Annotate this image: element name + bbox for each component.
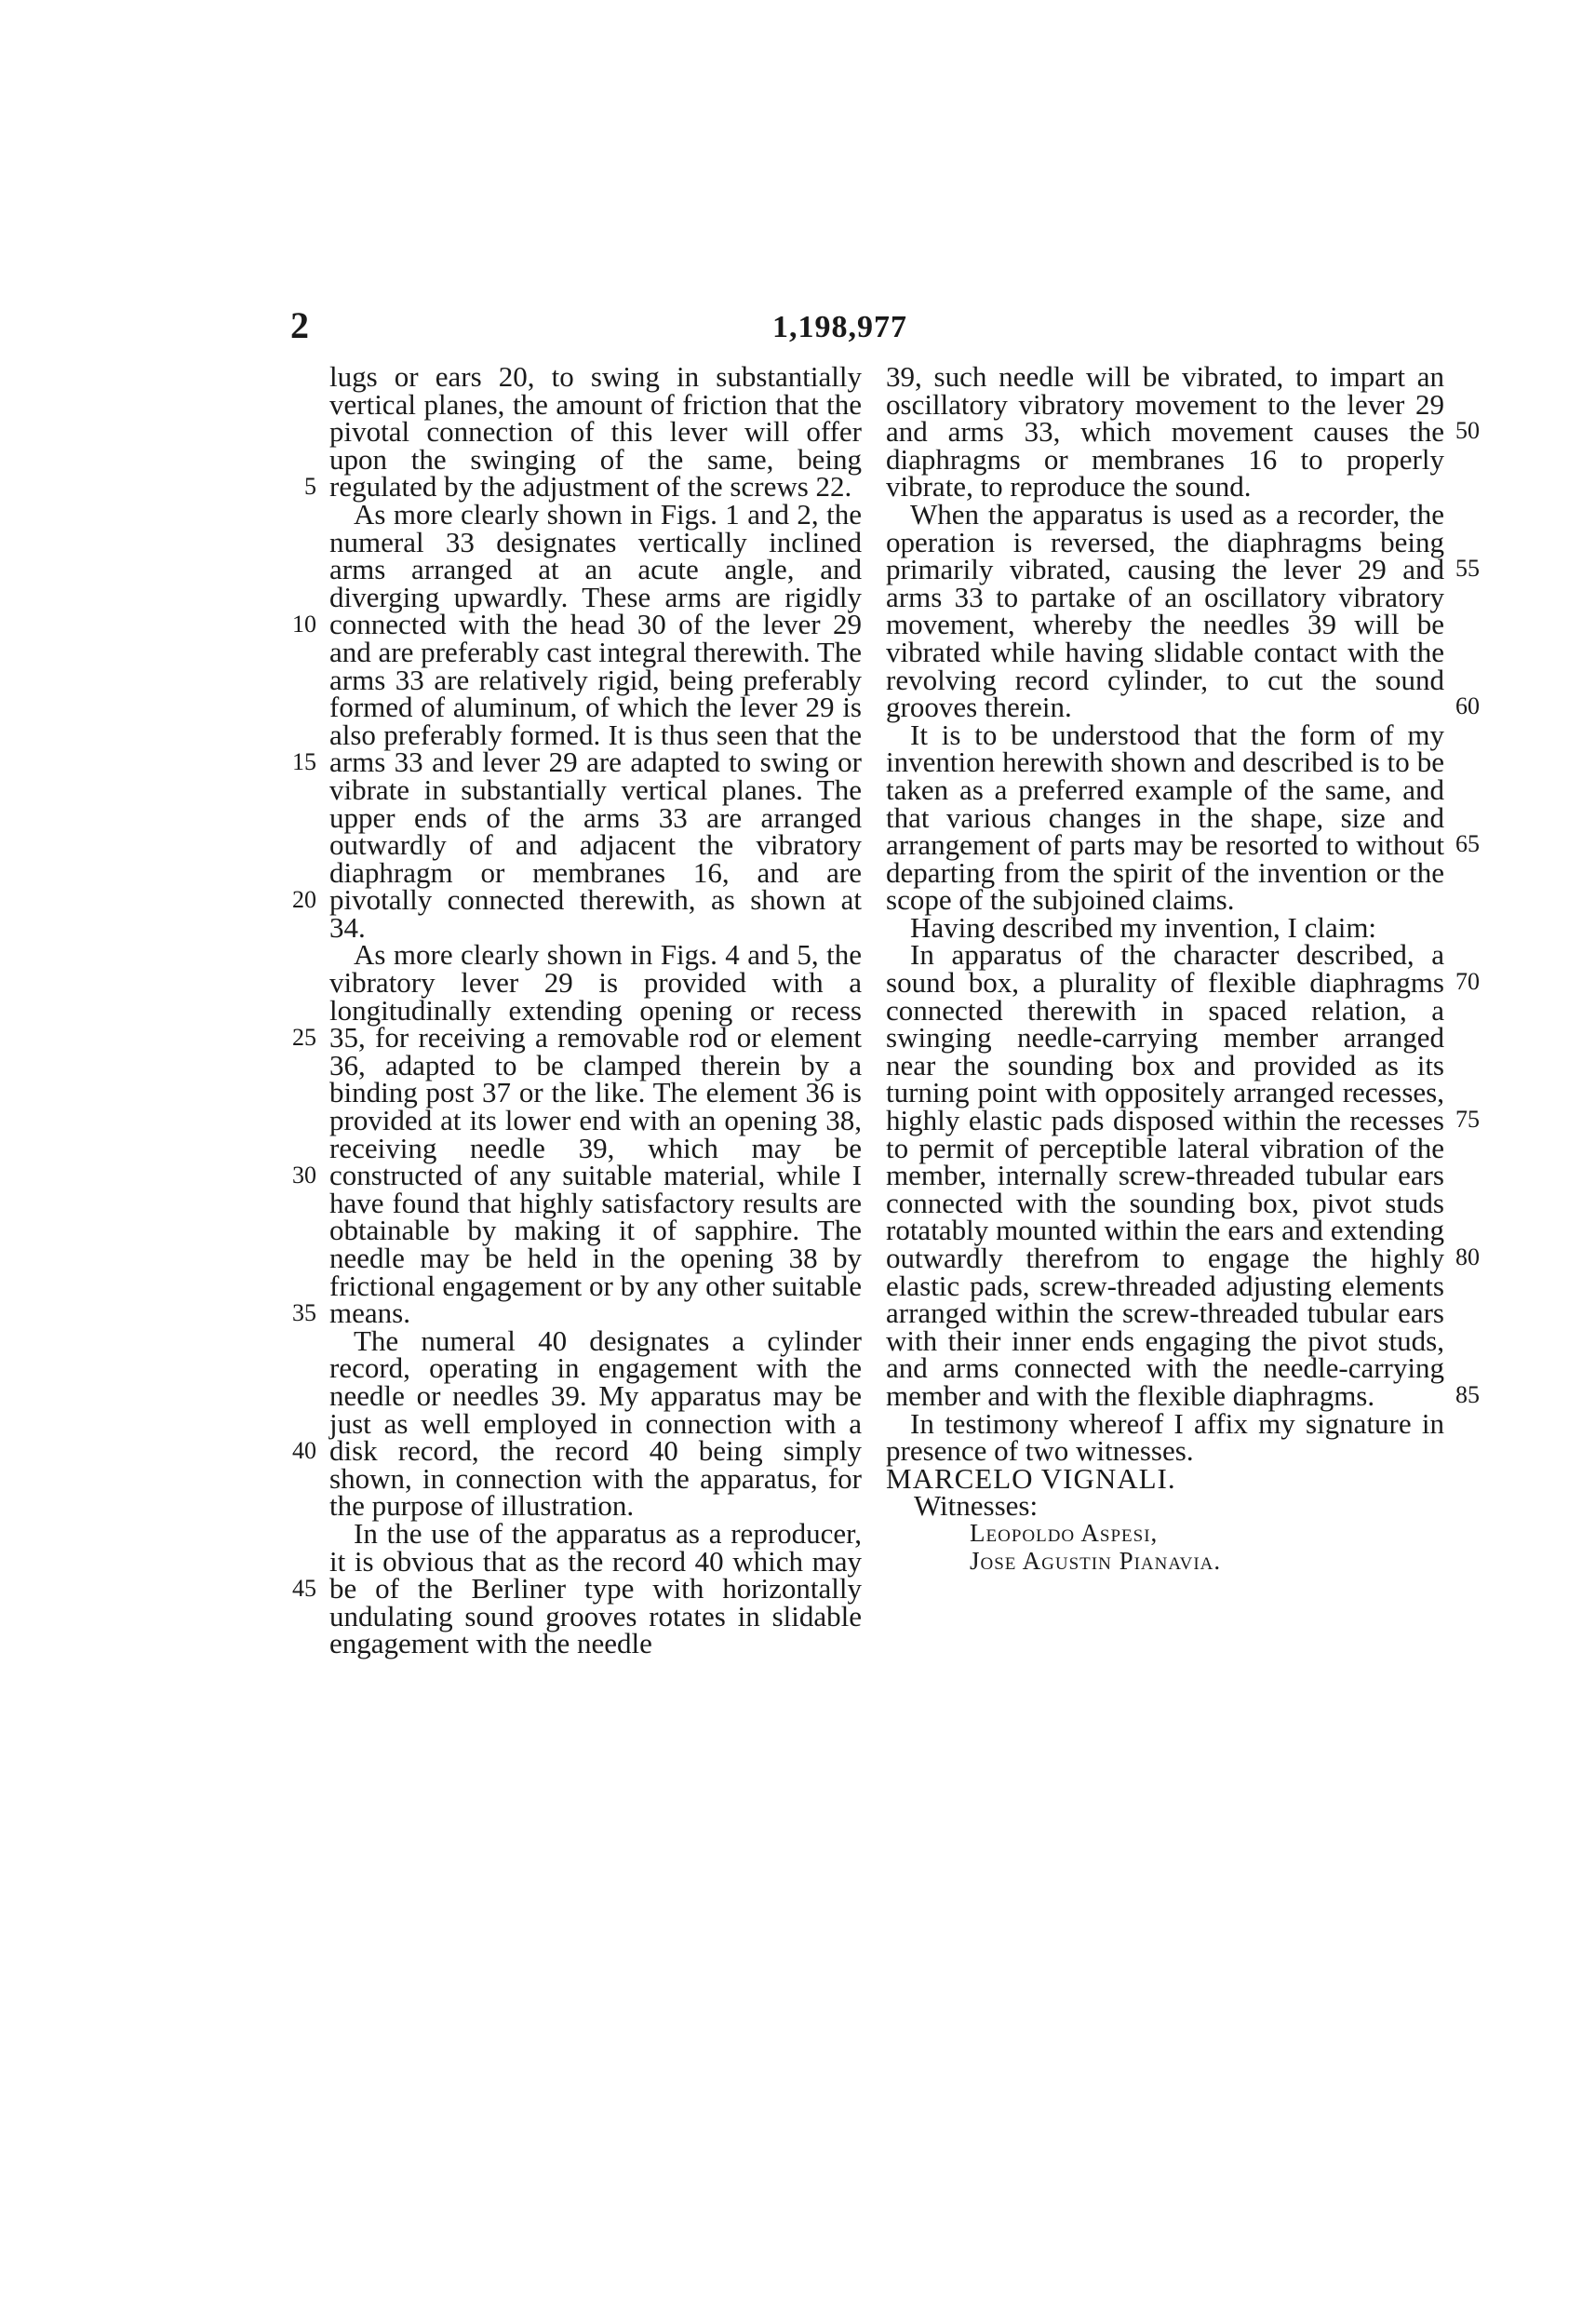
line-number: 65 [1455, 830, 1480, 857]
witness-name: Jose Agustin Pianavia. [970, 1546, 1222, 1575]
paragraph: As more clearly shown in Figs. 4 and 5, the vibratory lever 29 is provided with a longitudinally extending opening or recess 35, for receiving a removable rod or element 36, adapted to be clamped therein by a binding post 37 or the like. The element 36 is provided at its lower end with an opening 38, receiving needle 39, which may be constructed of any suitable material, while I have found that highly satisfactory results are obtainable by making it of sapphire. The needle may be held in the opening 38 by frictional engagement or by any other suitable means. [329, 938, 862, 1330]
testimony: In testimony whereof I affix my signature in presence of two witnesses. [886, 1406, 1444, 1468]
line-number: 45 [292, 1575, 316, 1602]
line-number: 25 [292, 1024, 316, 1051]
paragraph: 39, such needle will be vibrated, to impart an oscillatory vibratory movement to the lever 29 and arms 33, which movement causes the diaphragms or membranes 16 to properly vibrate, to reproduce the sound. [886, 360, 1444, 504]
witnesses-label: Witnesses: [914, 1489, 1039, 1523]
line-number: 40 [292, 1437, 316, 1464]
claim-intro: Having described my invention, I claim: [910, 910, 1377, 944]
line-number: 30 [292, 1162, 316, 1189]
line-number: 20 [292, 886, 316, 913]
line-number: 60 [1455, 692, 1480, 719]
witness-name: Leopoldo Aspesi, [970, 1518, 1159, 1547]
line-number: 35 [292, 1299, 316, 1326]
paragraph: In the use of the apparatus as a reproducer, it is obvious that as the record 40 which may be of the Berliner type with horizontally undulating sound grooves rotates in slidable engagement with the needle [329, 1516, 862, 1660]
signature: MARCELO VIGNALI. [886, 1461, 1176, 1495]
paragraph: It is to be understood that the form of my invention herewith shown and described is to be taken as a preferred example of the same, and that various changes in the shape, size and arrangement of parts may be resorted to without departing from the spirit of the invention or the scope of the subjoined claims. [886, 718, 1444, 917]
line-number: 5 [304, 473, 316, 500]
patent-number: 1,198,977 [772, 310, 907, 344]
line-number: 50 [1455, 417, 1480, 444]
line-number: 75 [1455, 1106, 1480, 1133]
paragraph: lugs or ears 20, to swing in substantially vertical planes, the amount of friction that the pivotal connection of this lever will offer upon the swinging of the same, being regulated by the adjustment of the screws 22. [329, 360, 862, 504]
paragraph: As more clearly shown in Figs. 1 and 2, the numeral 33 designates vertically inclined arms arranged at an acute angle, and diverging upwardly. These arms are rigidly connected with the head 30 of the lever 29 and are preferably cast integral therewith. The arms 33 are relatively rigid, being preferably formed of aluminum, of which the lever 29 is also preferably formed. It is thus seen that the arms 33 and lever 29 are adapted to swing or vibrate in substantially vertical planes. The upper ends of the arms 33 are arranged outwardly of and adjacent the vibratory diaphragm or membranes 16, and are pivotally connected therewith, as shown at 34. [329, 497, 862, 944]
paragraph: When the apparatus is used as a recorder, the operation is reversed, the diaphragms being primarily vibrated, causing the lever 29 and arms 33 to partake of an oscillatory vibratory movement, whereby the needles 39 will be vibrated while having slidable contact with the revolving record cylinder, to cut the sound grooves therein. [886, 497, 1444, 724]
paragraph: The numeral 40 designates a cylinder record, operating in engagement with the needle or needles 39. My apparatus may be just as well employed in connection with a disk record, the record 40 being simply shown, in connection with the apparatus, for the purpose of illustration. [329, 1323, 862, 1523]
line-number: 10 [292, 611, 316, 638]
page-number: 2 [290, 304, 309, 346]
line-number: 80 [1455, 1243, 1480, 1270]
line-number: 15 [292, 748, 316, 775]
claim: In apparatus of the character described, a sound box, a plurality of flexible diaphragms connected therewith in spaced relation, a swinging needle-carrying member arranged near the sounding box and provided as its turning point with oppositely arranged recesses, highly elastic pads disposed within the recesses to permit of perceptible lateral vibration of the member, internally screw-threaded tubular ears connected with the sounding box, pivot studs rotatably mounted within the ears and extending outwardly therefrom to engage the highly elastic pads, screw-threaded adjusting elements arranged within the screw-threaded tubular ears with their inner ends engaging the pivot studs, and arms connected with the needle-carrying member and with the flexible diaphragms. [886, 938, 1444, 1412]
line-number: 55 [1455, 555, 1480, 582]
left-column [329, 360, 862, 1660]
line-number: 70 [1455, 968, 1480, 995]
line-number: 85 [1455, 1381, 1480, 1408]
right-column [886, 360, 1444, 1575]
